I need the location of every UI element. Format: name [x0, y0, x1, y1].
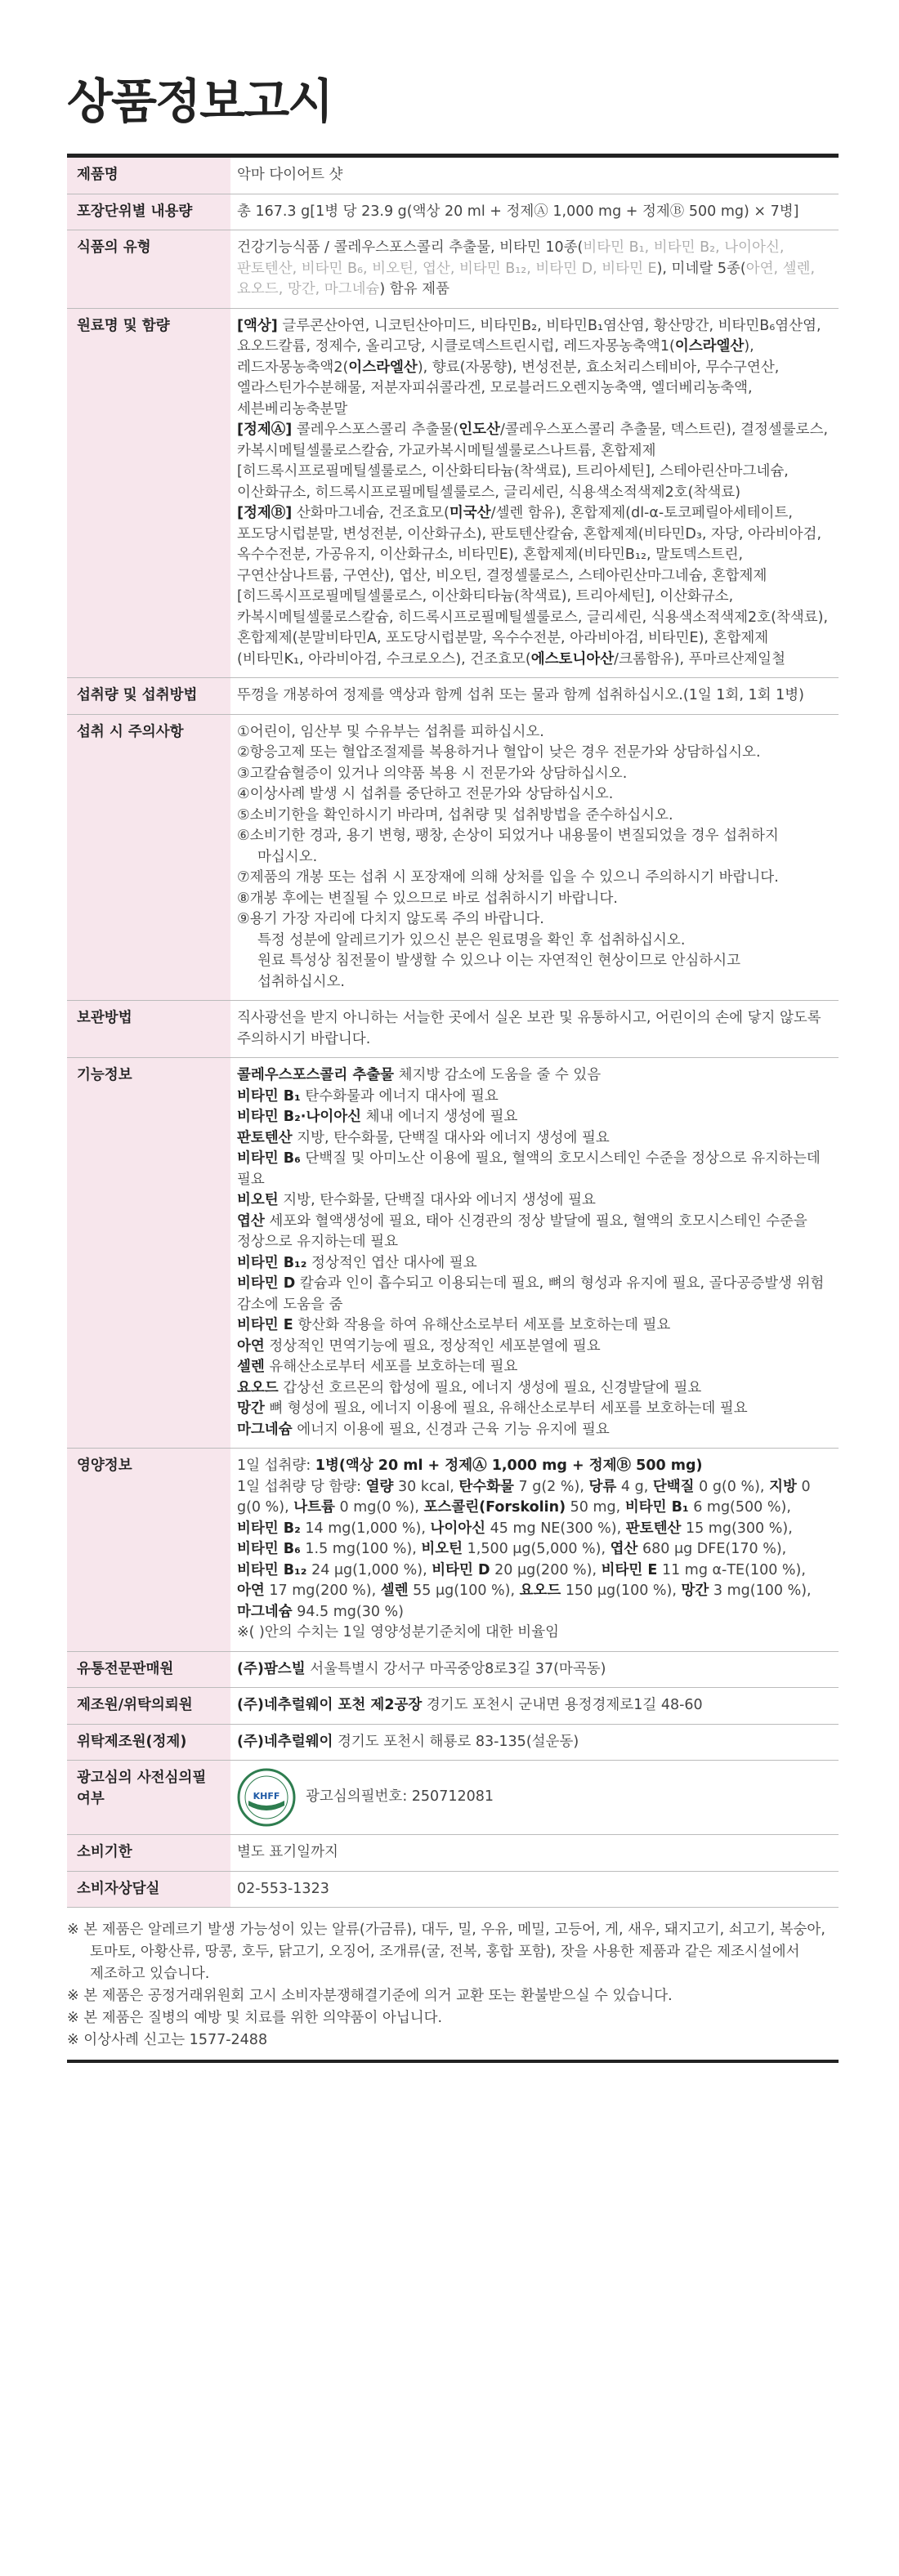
row-type	[67, 230, 839, 309]
nutrient-name: 비타민 D	[432, 1561, 490, 1578]
ingredients-tablet-b	[237, 503, 832, 670]
nutrient-amount: 30 kcal	[398, 1478, 450, 1495]
nutrient-amount: 3 mg(100 %)	[713, 1583, 807, 1599]
nutrient-amount: 0 g(0 %)	[699, 1478, 760, 1495]
footnotes	[67, 1919, 839, 2051]
function-name: 엽산	[237, 1212, 265, 1230]
liquid-origin-2: 이스라엘산	[348, 359, 418, 376]
function-item	[237, 1107, 832, 1128]
row-ad-review	[67, 1761, 839, 1835]
nutrition-serving	[237, 1456, 832, 1477]
type-text-1: 건강기능식품 / 콜레우스포스콜리 추출물, 비타민 10종(	[237, 239, 584, 256]
type-text-3: ) 함유 제품	[379, 281, 450, 297]
row-contract	[67, 1724, 839, 1761]
nutrient-amount: 4 g	[620, 1478, 644, 1495]
value-ad-review	[230, 1761, 839, 1835]
ad-review-content	[237, 1768, 832, 1827]
row-caution	[67, 714, 839, 1001]
ingredients-tablet-a	[237, 420, 832, 503]
nutrient-amount: 11 mg α-TE(100 %)	[661, 1561, 802, 1578]
type-minerals: 아연, 셀렌, 요오드, 망간, 마그네슘	[237, 260, 816, 297]
value-product-name: 악마 다이어트 샷	[230, 158, 839, 194]
function-item	[237, 1399, 832, 1420]
liquid-origin-1: 이스라엘산	[674, 338, 745, 355]
function-desc: 지방, 탄수화물, 단백질 대사와 에너지 생성에 필요	[292, 1129, 610, 1146]
liquid-text-1: 글루콘산아연, 니코틴산아미드, 비타민B₂, 비타민B₁염산염, 황산망간, 비타민B₆염산염, 요오드칼륨, 정제수, 올리고당, 시클로덱스트린시럽, 레드자몽농축액1(	[237, 317, 821, 355]
nutrient-name: 열량	[365, 1478, 394, 1495]
function-desc: 단백질 및 아미노산 이용에 필요, 혈액의 호모시스테인 수준을 정상으로 유지하는데 필요	[237, 1150, 821, 1188]
nutrient-name: 비타민 B₁	[624, 1499, 689, 1516]
value-storage: 직사광선을 받지 아니하는 서늘한 곳에서 실온 보관 및 유통하시고, 어린이의 손에 닿지 않도록 주의하시기 바랍니다.	[230, 1001, 839, 1058]
liquid-text-2: ), 레드자몽농축액2(	[237, 338, 754, 376]
function-name: 비타민 E	[237, 1317, 293, 1333]
function-desc: 뼈 형성에 필요, 에너지 이용에 필요, 유해산소로부터 세포를 보호하는데 필요	[264, 1400, 748, 1417]
footnote: ※ 이상사례 신고는 1577-2488	[67, 2032, 268, 2048]
tablet-a-tag: [정제Ⓐ]	[237, 422, 293, 438]
nutrient-amount: 0 mg(0 %)	[339, 1499, 415, 1516]
label-ingredients: 원료명 및 함량	[67, 308, 230, 678]
nutrient-name: 나이아신	[430, 1520, 486, 1537]
nutrient-amount: 150 μg(100 %)	[565, 1583, 673, 1599]
row-manufacturer	[67, 1688, 839, 1725]
nutrient-amount: 0 g(0 %)	[237, 1478, 811, 1516]
function-desc: 칼슘과 인이 흡수되고 이용되는데 필요, 뼈의 형성과 유지에 필요, 골다공증발생 위험 감소에 도움을 줌	[237, 1275, 825, 1313]
function-name: 비타민 B₁₂	[237, 1254, 307, 1271]
function-desc: 탄수화물과 에너지 대사에 필요	[300, 1087, 499, 1105]
type-text-2: ), 미네랄 5종(	[656, 260, 746, 277]
nutrient-amount: 17 mg(200 %)	[269, 1583, 372, 1599]
manufacturer-address: 경기도 포천시 군내면 용정경제로1길 48-60	[422, 1697, 703, 1713]
nutrition-note: ※( )안의 수치는 1일 영양성분기준치에 대한 비율임	[237, 1624, 560, 1641]
nutrient-amount: 7 g(2 %)	[518, 1478, 580, 1495]
function-item	[237, 1065, 832, 1087]
nutrient-name: 당류	[588, 1478, 617, 1495]
value-manufacturer	[230, 1688, 839, 1725]
liquid-tag: [액상]	[237, 317, 278, 334]
nutrient-name: 비타민 B₂	[237, 1520, 301, 1537]
function-name: 비타민 B₂·나이아신	[237, 1109, 362, 1125]
label-product-name: 제품명	[67, 158, 230, 194]
function-item	[237, 1357, 832, 1378]
nutrient-name: 요오드	[519, 1583, 561, 1599]
caution-item: ③고칼슘혈증이 있거나 의약품 복용 시 전문가와 상담하십시오.	[237, 765, 628, 782]
nutrient-name: 셀렌	[380, 1583, 409, 1599]
function-desc: 정상적인 엽산 대사에 필요	[306, 1254, 477, 1271]
nutrient-name: 엽산	[610, 1541, 638, 1557]
value-nutrition	[230, 1449, 839, 1652]
function-desc: 항산화 작용을 하여 유해산소로부터 세포를 보호하는데 필요	[293, 1317, 671, 1333]
type-vitamins: 비타민 B₁, 비타민 B₂, 나이아신, 판토텐산, 비타민 B₆, 비오틴, 엽산, 비타민 B₁₂, 비타민 D, 비타민 E	[237, 239, 785, 277]
value-intake: 뚜껑을 개봉하여 정제를 액상과 함께 섭취 또는 물과 함께 섭취하십시오.(1일 1회, 1회 1병)	[230, 678, 839, 715]
nutrient-amount: 14 mg(1,000 %)	[305, 1520, 422, 1537]
function-name: 비오틴	[237, 1192, 279, 1208]
function-item	[237, 1253, 832, 1275]
nutrient-name: 비타민 B₆	[237, 1541, 301, 1557]
footnote: ※ 본 제품은 공정거래위원회 고시 소비자분쟁해결기준에 의거 교환 또는 환불받으실 수 있습니다.	[67, 1988, 673, 2004]
function-item	[237, 1149, 832, 1190]
tablet-b-origin-1: 미국산	[449, 505, 491, 521]
caution-item: ⑨용기 가장 자리에 다치지 않도록 주의 바랍니다.	[237, 911, 544, 927]
contract-address: 경기도 포천시 해룡로 83-135(설운동)	[333, 1733, 579, 1750]
info-table	[67, 158, 839, 1908]
label-storage: 보관방법	[67, 1001, 230, 1058]
nutrient-name: 판토텐산	[625, 1520, 682, 1537]
value-package: 총 167.3 g[1병 당 23.9 g(액상 20 ml + 정제Ⓐ 1,000 mg + 정제Ⓑ 500 mg) × 7병]	[230, 194, 839, 230]
tablet-b-origin-2: 에스토니아산	[530, 650, 615, 667]
function-desc: 유해산소로부터 세포를 보호하는데 필요	[264, 1359, 518, 1375]
serving-label: 1일 섭취량:	[237, 1458, 315, 1474]
value-ingredients	[230, 308, 839, 678]
function-name: 아연	[237, 1337, 265, 1355]
label-intake: 섭취량 및 섭취방법	[67, 678, 230, 715]
function-item	[237, 1087, 832, 1108]
liquid-text-3: ), 향료(자몽향), 변성전분, 효소처리스테비아, 무수구연산, 엘라스틴가수분해물, 저분자피쉬콜라겐, 모로블러드오렌지농축액, 엘더베리농축액, 세븐베리농축분말	[237, 359, 780, 417]
row-function	[67, 1058, 839, 1449]
row-distributor	[67, 1651, 839, 1688]
tablet-b-text-2: /셀렌 함유), 혼합제제(dl-α-토코페릴아세테이트, 포도당시럽분말, 변성전분, 이산화규소), 판토텐산칼슘, 혼합제제(비타민D₃, 자당, 아라비아검, 옥수수전분, 가공유지, 이산화규소, 비타민E), 혼합제제(비타민B₁₂, 말토덱스트린, 구연산삼나트륨, 구연산), 엽산, 비오틴, 결정셀룰로스, 스테아린산마그네슘, 혼합제제[히드록시프로필메틸셀룰로스, 이산화티타늄(착색료), 트리아세틴], 이산화규소, 카복시메틸셀룰로스칼슘, 히드록시프로필메틸셀룰로스, 글리세린, 식용색소적색제2호(착색료), 혼합제제(분말비타민A, 포도당시럽분말, 옥수수전분, 아라비아검, 비타민E), 혼합제제(비타민K₁, 아라비아검, 수크로오스), 건조효모(	[237, 505, 829, 667]
function-item	[237, 1315, 832, 1337]
label-manufacturer: 제조원/위탁의뢰원	[67, 1688, 230, 1725]
function-item	[237, 1274, 832, 1315]
caution-item: ④이상사례 발생 시 섭취를 중단하고 전문가와 상담하십시오.	[237, 786, 614, 802]
row-consumer	[67, 1871, 839, 1908]
label-package: 포장단위별 내용량	[67, 194, 230, 230]
function-desc: 세포와 혈액생성에 필요, 태아 신경관의 정상 발달에 필요, 혈액의 호모시스테인 수준을 정상으로 유지하는데 필요	[237, 1212, 807, 1250]
nutrient-name: 아연	[237, 1583, 265, 1599]
nutrient-name: 비타민 B₁₂	[237, 1561, 307, 1578]
label-contract: 위탁제조원(정제)	[67, 1724, 230, 1761]
row-package	[67, 194, 839, 230]
caution-item: ⑦제품의 개봉 또는 섭취 시 포장재에 의해 상처를 입을 수 있으니 주의하시기 바랍니다.	[237, 869, 779, 886]
value-caution	[230, 714, 839, 1001]
nutrient-name: 망간	[681, 1583, 709, 1599]
caution-item: ②항응고제 또는 혈압조절제를 복용하거나 혈압이 낮은 경우 전문가와 상담하십시오.	[237, 744, 761, 761]
contract-name: (주)네추럴웨이	[237, 1733, 333, 1750]
value-consumer: 02-553-1323	[230, 1871, 839, 1908]
nutrient-amount: 94.5 mg(30 %)	[297, 1603, 405, 1620]
tablet-b-text-1: 산화마그네슘, 건조효모(	[292, 505, 450, 521]
tablet-a-origin: 인도산	[458, 422, 500, 438]
nutrition-amounts: 1일 섭취량 당 함량: 열량 30 kcal, 탄수화물 7 g(2 %), 당류 4 g, 단백질 0 g(0 %), 지방 0 g(0 %), 나트륨 0 mg(0 %), 포스콜린(Forskolin) 50 mg, 비타민 B₁ 6 mg(500 %), 비타민 B₂ 14 mg(1,000 %), 나이아신 45 mg NE(300 %), 판토텐산 15 mg(300 %), 비타민 B₆ 1.5 mg(100 %), 비오틴 1,500 μg(5,000 %), 엽산 680 μg DFE(170 %), 비타민 B₁₂ 24 μg(1,000 %), 비타민 D 20 μg(200 %), 비타민 E 11 mg α-TE(100 %), 아연 17 mg(200 %), 셀렌 55 μg(100 %), 요오드 150 μg(100 %), 망간 3 mg(100 %), 마그네슘 94.5 mg(30 %)	[237, 1478, 812, 1620]
function-item	[237, 1420, 832, 1441]
label-function: 기능정보	[67, 1058, 230, 1449]
caution-item: ⑤소비기한을 확인하시기 바라며, 섭취량 및 섭취방법을 준수하십시오.	[237, 806, 673, 824]
row-nutrition	[67, 1449, 839, 1652]
label-distributor: 유통전문판매원	[67, 1651, 230, 1688]
function-desc: 에너지 이용에 필요, 신경과 근육 기능 유지에 필요	[292, 1421, 610, 1438]
function-item	[237, 1378, 832, 1400]
footnote: ※ 본 제품은 알레르기 발생 가능성이 있는 알류(가금류), 대두, 밀, 우유, 메밀, 고등어, 게, 새우, 돼지고기, 쇠고기, 복숭아, 토마토, 아황산류, 땅콩, 호두, 닭고기, 오징어, 조개류(굴, 전복, 홍합 포함), 잣을 사용한 제품과 같은 제조시설에서 제조하고 있습니다.	[67, 1922, 825, 1982]
nutrient-amount: 50 mg	[570, 1499, 616, 1516]
function-desc: 체지방 감소에 도움을 줄 수 있음	[394, 1067, 602, 1083]
function-name: 비타민 D	[237, 1275, 296, 1292]
row-storage	[67, 1001, 839, 1058]
caution-item: ⑥소비기한 경과, 용기 변형, 팽창, 손상이 되었거나 내용물이 변질되었을 경우 섭취하지 마십시오.	[237, 828, 779, 865]
function-name: 망간	[237, 1400, 265, 1417]
value-distributor	[230, 1651, 839, 1688]
caution-extra: 원료 특성상 침전물이 발생할 수 있으나 이는 자연적인 현상이므로 안심하시고 섭취하십시오.	[257, 953, 741, 990]
row-expiry	[67, 1835, 839, 1872]
nutrient-amount: 20 μg(200 %)	[494, 1561, 593, 1578]
tablet-a-text-2: /콜레우스포스콜리 추출물, 덱스트린), 결정셀룰로스, 카복시메틸셀룰로스칼슘, 가교카복시메틸셀룰로스나트륨, 혼합제제[히드록시프로필메틸셀룰로스, 이산화티타늄(착색료), 트리아세틴], 스테아린산마그네슘, 이산화규소, 히드록시프로필메틸셀룰로스, 글리세린, 식용색소적색제2호(착색료)	[237, 422, 829, 501]
tablet-b-tag: [정제Ⓑ]	[237, 505, 293, 521]
row-ingredients	[67, 308, 839, 678]
function-name: 콜레우스포스콜리 추출물	[237, 1067, 395, 1083]
value-function	[230, 1058, 839, 1449]
function-name: 셀렌	[237, 1359, 265, 1375]
caution-item: ⑧개봉 후에는 변질될 수 있으므로 바로 섭취하시기 바랍니다.	[237, 890, 618, 907]
label-type: 식품의 유형	[67, 230, 230, 309]
bottom-divider	[67, 2060, 839, 2063]
function-item	[237, 1128, 832, 1150]
value-type	[230, 230, 839, 309]
label-expiry: 소비기한	[67, 1835, 230, 1872]
distributor-name: (주)팜스빌	[237, 1660, 306, 1677]
nutrient-amount: 1.5 mg(100 %)	[305, 1541, 413, 1557]
nutrient-name: 비타민 E	[601, 1561, 658, 1578]
nutrient-name: 나트륨	[293, 1499, 335, 1516]
ad-review-number: 광고심의필번호: 250712081	[306, 1788, 494, 1806]
value-contract	[230, 1724, 839, 1761]
caution-item: ①어린이, 임산부 및 수유부는 섭취를 피하십시오.	[237, 723, 544, 740]
tablet-b-text-3: /크롬함유), 푸마르산제일철	[614, 650, 785, 667]
nutrient-name: 단백질	[652, 1478, 695, 1495]
function-desc: 갑상선 호르몬의 합성에 필요, 에너지 생성에 필요, 신경발달에 필요	[278, 1379, 702, 1396]
nutrient-name: 포스콜린(Forskolin)	[423, 1499, 566, 1516]
page-title: 상품정보고시	[67, 74, 333, 129]
nutrient-amount: 55 μg(100 %)	[413, 1583, 511, 1599]
khff-seal-icon	[237, 1768, 296, 1827]
nutrient-name: 지방	[769, 1478, 797, 1495]
nutrient-name: 비오틴	[421, 1541, 463, 1557]
nutrient-amount: 45 mg NE(300 %)	[490, 1520, 617, 1537]
function-name: 비타민 B₁	[237, 1087, 301, 1105]
footnote: ※ 본 제품은 질병의 예방 및 치료를 위한 의약품이 아닙니다.	[67, 2010, 443, 2026]
label-caution: 섭취 시 주의사항	[67, 714, 230, 1001]
nutrient-amount: 24 μg(1,000 %)	[311, 1561, 423, 1578]
function-desc: 정상적인 면역기능에 필요, 정상적인 세포분열에 필요	[264, 1337, 601, 1355]
serving-value: 1병(액상 20 ml + 정제Ⓐ 1,000 mg + 정제Ⓑ 500 mg)	[315, 1458, 703, 1474]
nutrient-amount: 1,500 μg(5,000 %)	[467, 1541, 602, 1557]
nutrient-amount: 15 mg(300 %)	[685, 1520, 789, 1537]
nutrient-amount: 680 μg DFE(170 %)	[642, 1541, 782, 1557]
manufacturer-name: (주)네추럴웨이 포천 제2공장	[237, 1697, 423, 1713]
value-expiry: 별도 표기일까지	[230, 1835, 839, 1872]
function-desc: 체내 에너지 생성에 필요	[361, 1109, 518, 1125]
svg-text:KHFF: KHFF	[253, 1791, 280, 1801]
function-item	[237, 1190, 832, 1212]
row-intake	[67, 678, 839, 715]
function-item	[237, 1212, 832, 1253]
function-name: 요오드	[237, 1379, 279, 1396]
per-day-label: 1일 섭취량 당 함량:	[237, 1478, 366, 1495]
function-desc: 지방, 탄수화물, 단백질 대사와 에너지 생성에 필요	[278, 1192, 596, 1208]
label-nutrition: 영양정보	[67, 1449, 230, 1652]
label-ad-review: 광고심의 사전심의필 여부	[67, 1761, 230, 1835]
nutrient-name: 탄수화물	[458, 1478, 514, 1495]
function-name: 판토텐산	[237, 1129, 293, 1146]
distributor-address: 서울특별시 강서구 마곡중앙8로3길 37(마곡동)	[305, 1660, 606, 1677]
function-name: 마그네슘	[237, 1421, 293, 1438]
label-consumer: 소비자상담실	[67, 1871, 230, 1908]
function-name: 비타민 B₆	[237, 1150, 301, 1167]
row-product-name	[67, 158, 839, 194]
nutrient-name: 마그네슘	[237, 1603, 293, 1620]
ingredients-liquid	[237, 316, 832, 421]
tablet-a-text-1: 콜레우스포스콜리 추출물(	[292, 422, 459, 438]
nutrient-amount: 6 mg(500 %)	[693, 1499, 787, 1516]
caution-extra: 특정 성분에 알레르기가 있으신 분은 원료명을 확인 후 섭취하십시오.	[257, 931, 686, 949]
function-item	[237, 1337, 832, 1358]
